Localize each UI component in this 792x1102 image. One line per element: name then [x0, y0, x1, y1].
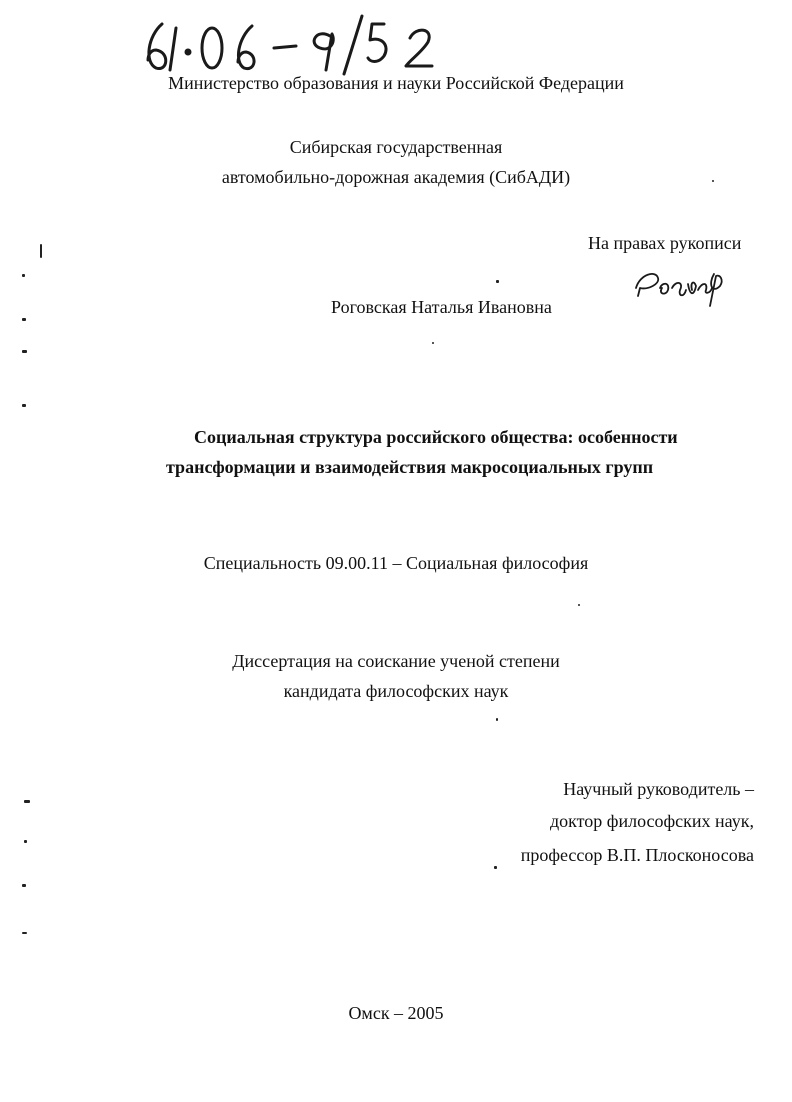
scan-speck [496, 718, 498, 721]
handwritten-archive-code [140, 14, 460, 76]
manuscript-note: На правах рукописи [588, 233, 742, 253]
dissertation-line-1: Диссертация на соискание ученой степени [232, 651, 560, 671]
institution-line-1: Сибирская государственная [289, 137, 503, 157]
scan-speck [24, 800, 30, 803]
scan-speck [432, 342, 434, 344]
scan-speck [22, 404, 26, 407]
scan-speck [24, 840, 27, 843]
ministry-name: Министерство образования и науки Российской Федерации [168, 73, 624, 93]
institution-line-2: автомобильно-дорожная академия (СибАДИ) [221, 167, 571, 187]
scan-speck [578, 604, 580, 606]
scan-speck [22, 884, 26, 887]
scan-speck [40, 244, 42, 258]
scan-speck [494, 866, 497, 869]
author-name: Роговская Наталья Ивановна [331, 297, 552, 317]
dissertation-line-2: кандидата философских наук [283, 681, 509, 701]
specialty: Специальность 09.00.11 – Социальная философия [203, 553, 589, 573]
scan-speck [22, 932, 27, 934]
supervisor-line-3: профессор В.П. Плосконосова [520, 845, 754, 865]
scan-speck [22, 318, 26, 321]
supervisor-line-1: Научный руководитель – [563, 779, 754, 799]
scan-speck [496, 280, 499, 283]
dissertation-title-line-2: трансформации и взаимодействия макросоциальных групп [166, 457, 654, 477]
scan-speck [22, 274, 25, 277]
scan-speck [22, 350, 27, 353]
dissertation-title-line-1: Социальная структура российского общества: особенности [194, 427, 678, 447]
scan-speck [712, 180, 714, 182]
supervisor-line-2: доктор философских наук, [550, 811, 754, 831]
place-year: Омск – 2005 [348, 1003, 444, 1023]
author-signature [632, 266, 728, 308]
